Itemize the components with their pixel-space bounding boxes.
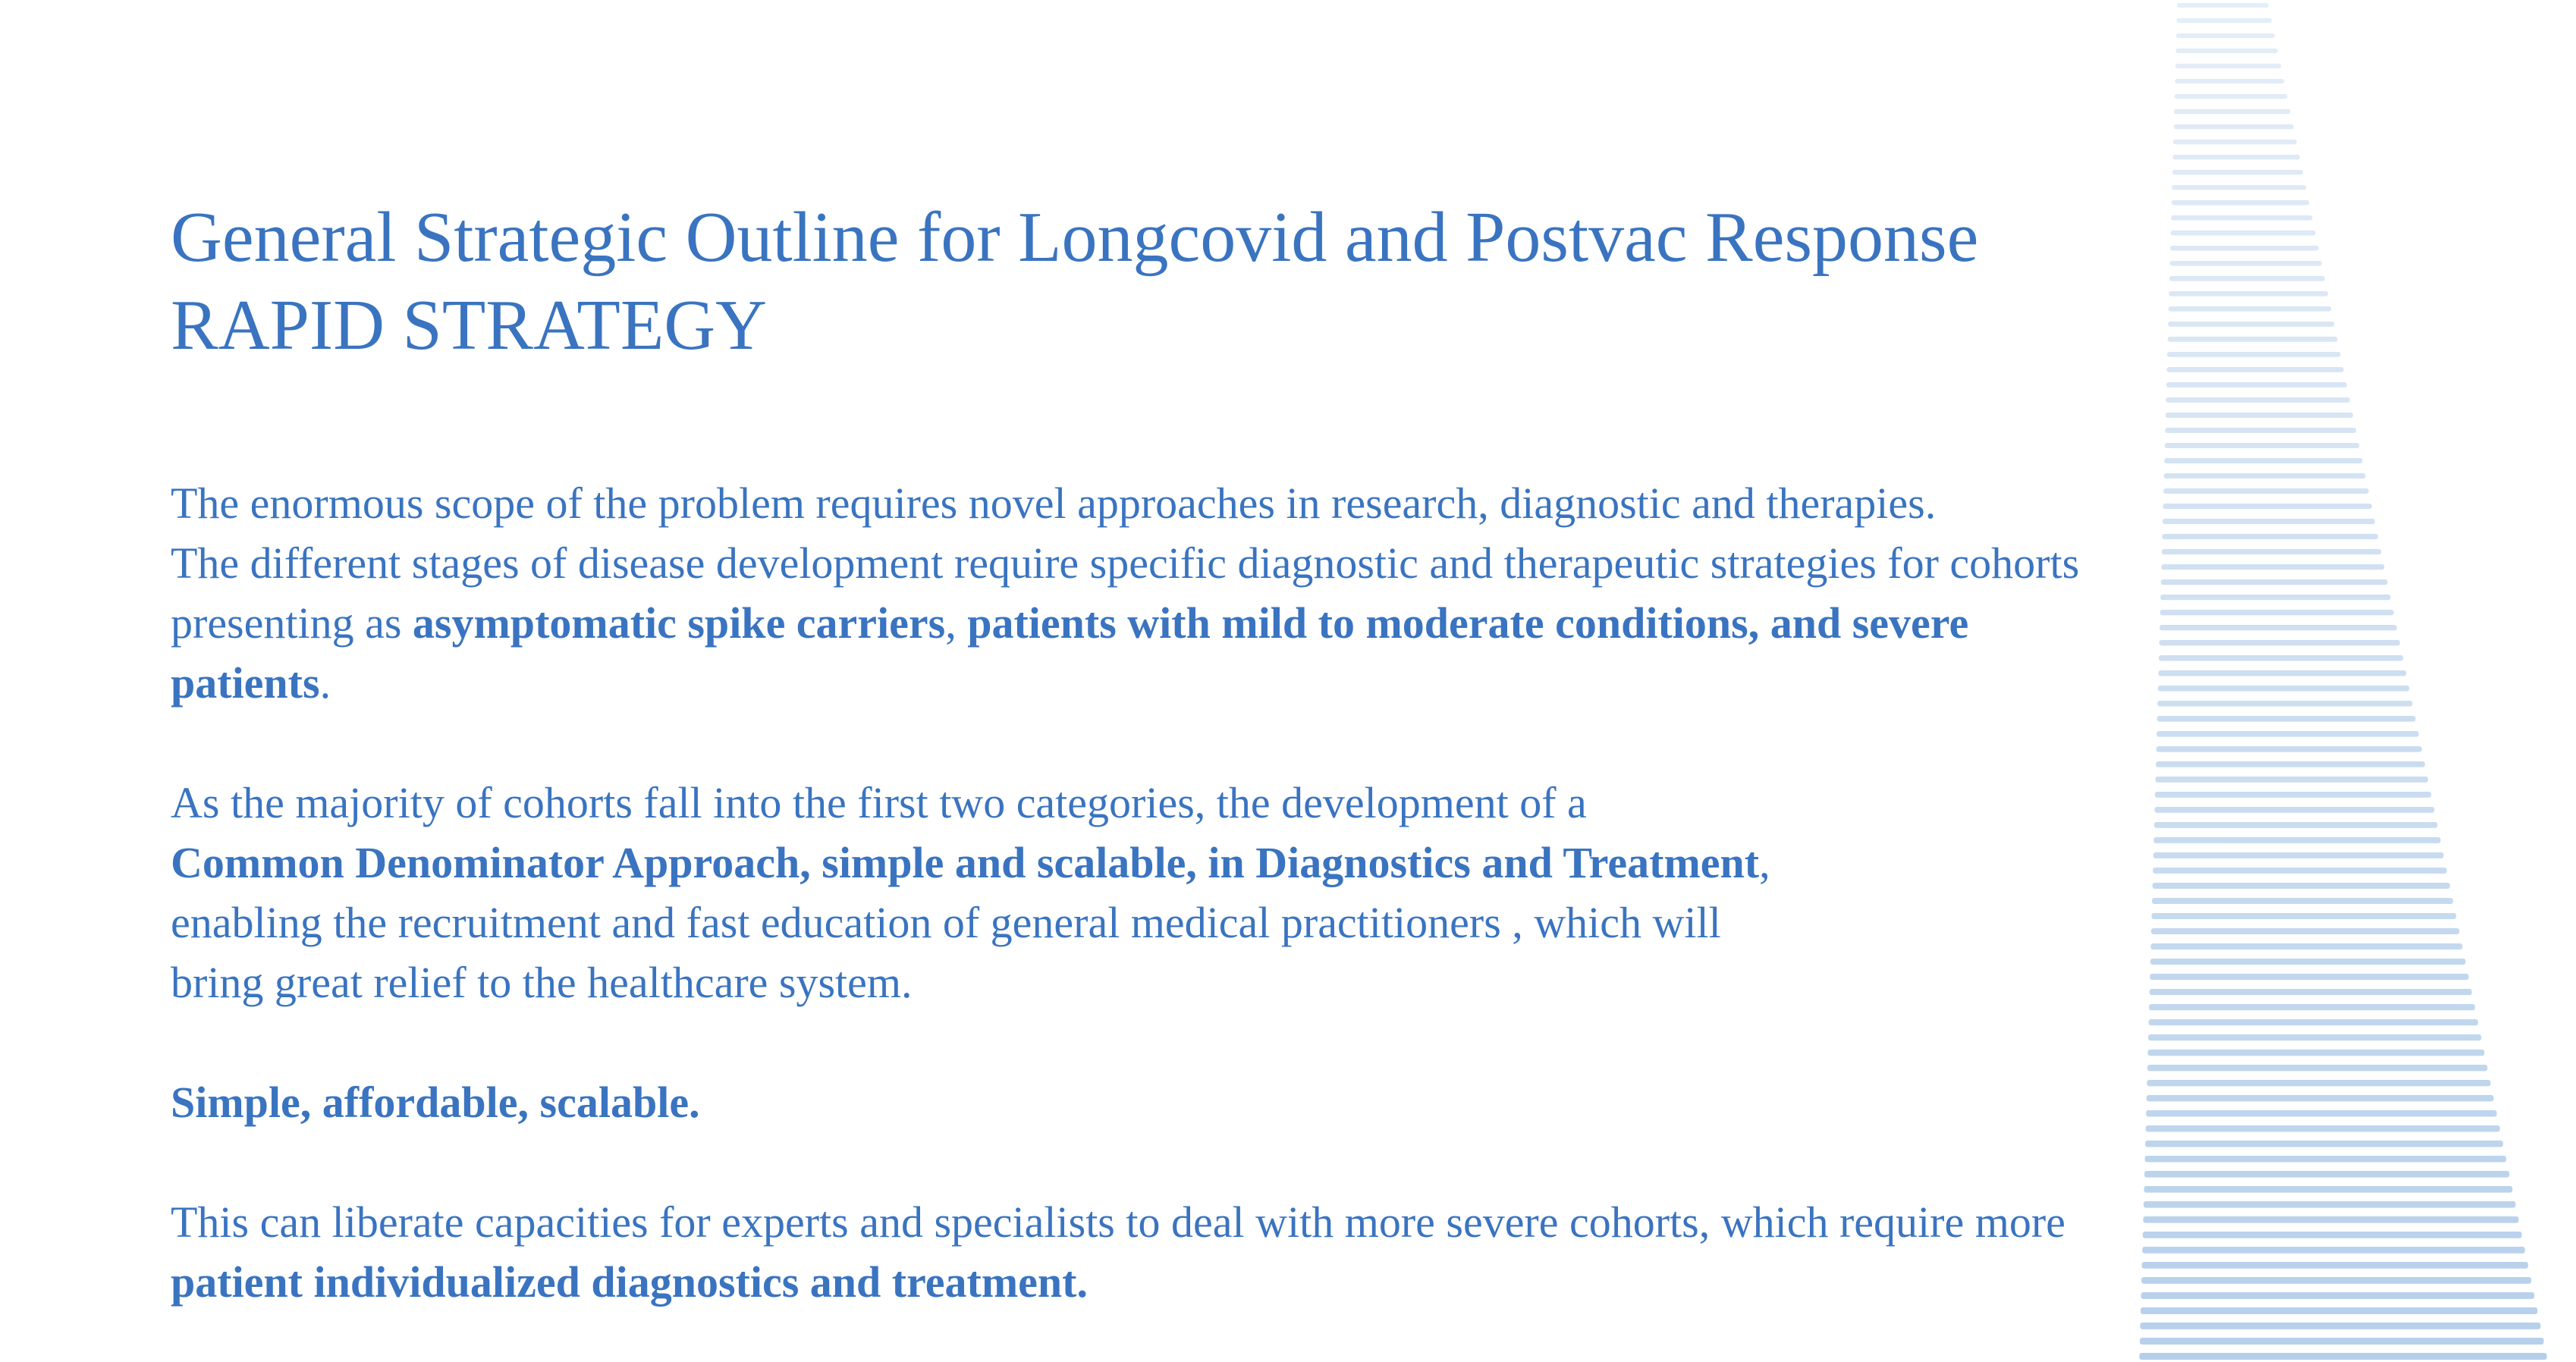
slide-content bbox=[171, 193, 2295, 1312]
stripe-line bbox=[2174, 109, 2291, 114]
paragraph-common-denominator bbox=[171, 773, 2295, 1012]
p1-line-3 bbox=[171, 593, 2295, 653]
p1-emphasis-spike-carriers: asymptomatic spike carriers bbox=[412, 598, 946, 648]
p1-line-4 bbox=[171, 653, 2295, 713]
title-line-2: RAPID STRATEGY bbox=[171, 286, 768, 365]
stripe-line bbox=[2140, 1338, 2544, 1345]
p2-comma: , bbox=[1759, 838, 1770, 887]
title-line-1: General Strategic Outline for Longcovid and Postvac Response bbox=[171, 198, 1979, 277]
stripe-line bbox=[2172, 155, 2300, 159]
stripe-line bbox=[2175, 94, 2288, 99]
stripe-line bbox=[2173, 140, 2297, 144]
tagline-simple-affordable-scalable: Simple, affordable, scalable. bbox=[171, 1078, 700, 1127]
stripe-line bbox=[2176, 33, 2275, 38]
p1-line-3-text: presenting as bbox=[171, 598, 413, 648]
stripe-line bbox=[2172, 170, 2303, 174]
p1-period: . bbox=[319, 658, 331, 708]
stripe-line bbox=[2175, 79, 2284, 83]
p1-line-2: The different stages of disease development require specific diagnostic and therapeutic strategies for cohorts bbox=[171, 538, 2080, 588]
slide-title bbox=[171, 193, 2295, 369]
p2-line-3: enabling the recruitment and fast education of general medical practitioners , which will bbox=[171, 898, 1721, 947]
p1-comma: , bbox=[945, 598, 968, 648]
p1-line-1: The enormous scope of the problem requires novel approaches in research, diagnostic and therapies. bbox=[171, 479, 1937, 528]
stripe-line bbox=[2140, 1323, 2540, 1329]
stripe-line bbox=[2177, 3, 2269, 8]
paragraph-tagline bbox=[171, 1072, 2295, 1132]
p1-emphasis-patients: patients bbox=[171, 658, 320, 708]
p2-line-2 bbox=[171, 833, 2295, 893]
p2-line-1: As the majority of cohorts fall into the first two categories, the development of a bbox=[171, 778, 1587, 827]
p2-emphasis-approach: Common Denominator Approach, simple and scalable, in Diagnostics and Treatment bbox=[171, 838, 1760, 887]
p1-emphasis-conditions: patients with mild to moderate conditions, and severe bbox=[967, 598, 1969, 648]
p4-line-1: This can liberate capacities for experts and specialists to deal with more severe cohorts, which require more bbox=[171, 1197, 2066, 1247]
p4-emphasis-individualized: patient individualized diagnostics and treatment. bbox=[171, 1257, 1088, 1307]
stripe-line bbox=[2139, 1353, 2546, 1360]
stripe-line bbox=[2175, 64, 2282, 68]
stripe-line bbox=[2176, 18, 2272, 23]
stripe-line bbox=[2172, 185, 2306, 190]
paragraph-problem-scope bbox=[171, 473, 2295, 713]
stripe-line bbox=[2173, 124, 2293, 129]
stripe-line bbox=[2175, 49, 2278, 53]
paragraph-liberate-capacities bbox=[171, 1192, 2295, 1312]
p2-line-4: bring great relief to the healthcare system. bbox=[171, 958, 913, 1007]
